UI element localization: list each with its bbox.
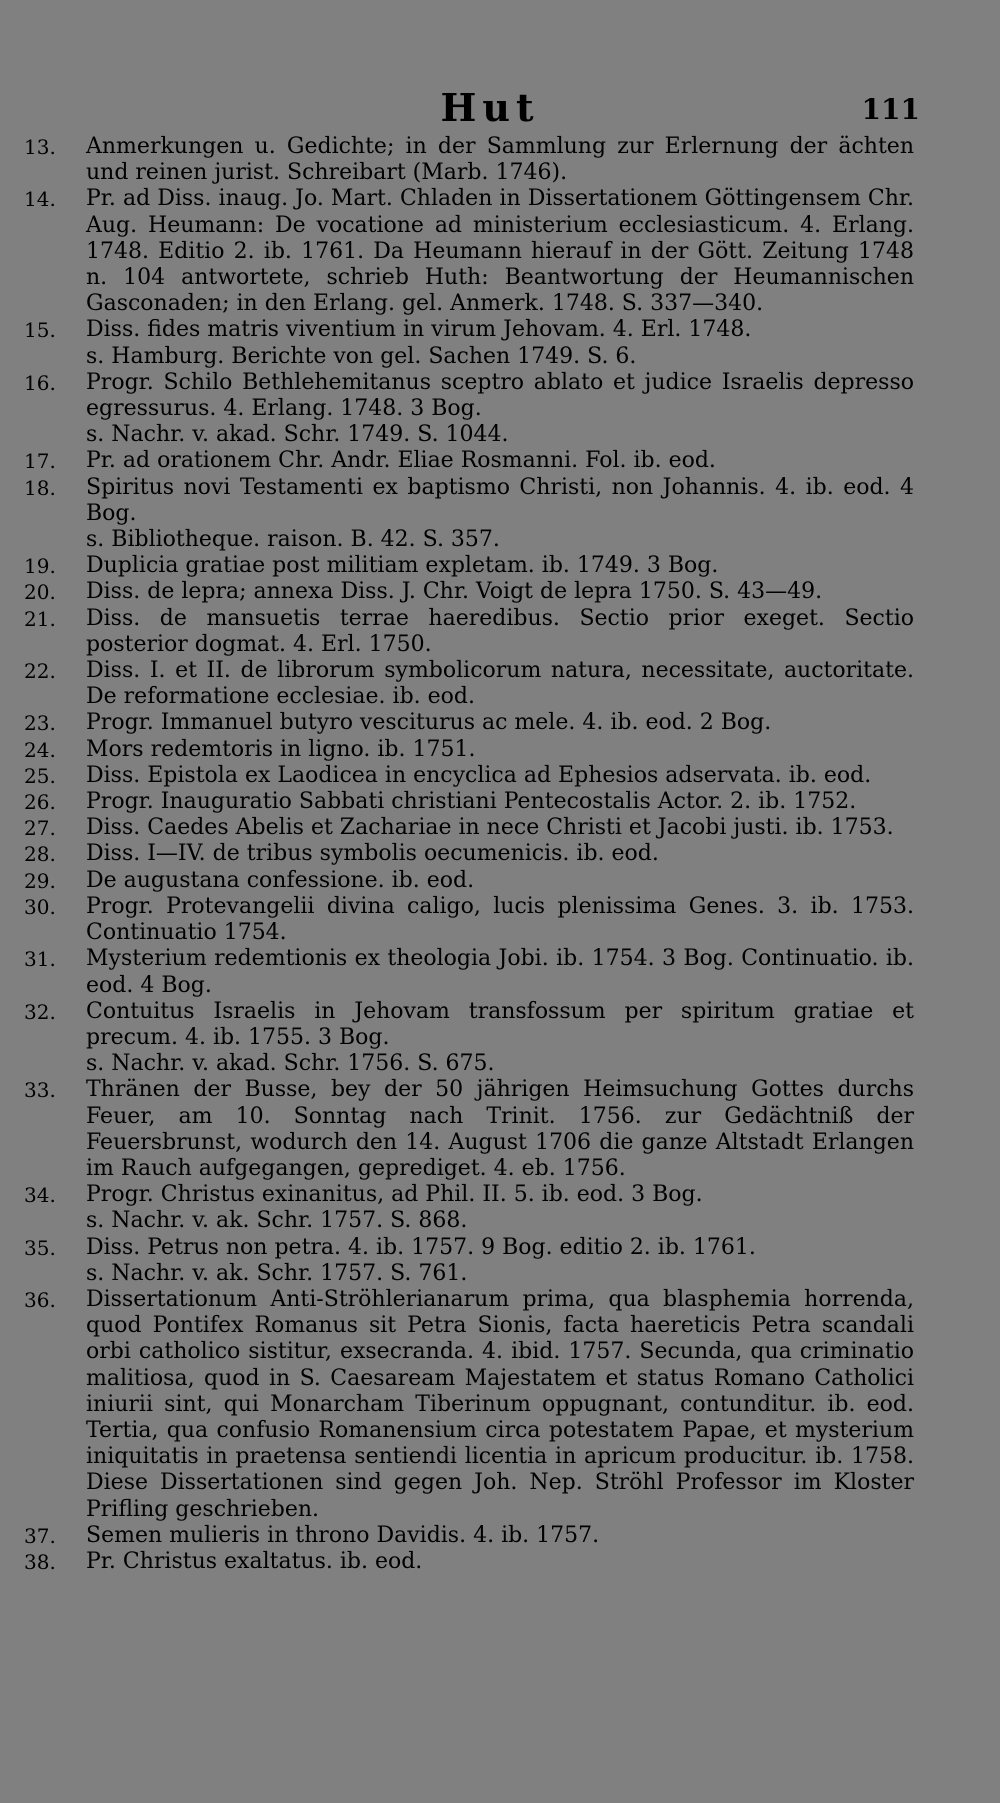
entry-number: 22. bbox=[24, 659, 56, 684]
entry-number: 31. bbox=[24, 947, 56, 972]
list-item bbox=[24, 1235, 914, 1287]
entry-number: 34. bbox=[24, 1183, 56, 1208]
entry-number: 29. bbox=[24, 868, 56, 893]
entry-number: 25. bbox=[24, 763, 56, 788]
entry-number: 21. bbox=[24, 606, 56, 631]
entry-text: Mors redemtoris in ligno. ib. 1751. bbox=[86, 736, 476, 762]
list-item bbox=[24, 186, 914, 317]
entry-text: Progr. Christus exinanitus, ad Phil. II. 5. ib. eod. 3 Bog. s. Nachr. v. ak. Schr. 1757. S. 868. bbox=[86, 1182, 703, 1234]
entry-number: 27. bbox=[24, 816, 56, 841]
list-item bbox=[24, 606, 914, 658]
entry-number: 35. bbox=[24, 1235, 56, 1260]
entry-text: Diss. de mansuetis terrae haeredibus. Sectio prior exeget. Sectio posterior dogmat. 4. Erl. 1750. bbox=[86, 605, 914, 657]
list-item bbox=[24, 1077, 914, 1182]
entry-text: Pr. Christus exaltatus. ib. eod. bbox=[86, 1548, 423, 1574]
list-item bbox=[24, 1549, 914, 1575]
list-item bbox=[24, 1287, 914, 1523]
entry-number: 38. bbox=[24, 1549, 56, 1574]
entry-number: 18. bbox=[24, 475, 56, 500]
entry-number: 26. bbox=[24, 790, 56, 815]
list-item bbox=[24, 763, 914, 789]
entry-text: Contuitus Israelis in Jehovam transfossum per spiritum gratiae et precum. 4. ib. 1755. 3 Bog. s. Nachr. v. akad. Schr. 1756. S. 675. bbox=[86, 998, 914, 1077]
entry-number: 33. bbox=[24, 1078, 56, 1103]
list-item bbox=[24, 894, 914, 946]
list-item bbox=[24, 370, 914, 449]
list-item bbox=[24, 317, 914, 369]
entry-number: 24. bbox=[24, 737, 56, 762]
entry-number: 36. bbox=[24, 1287, 56, 1312]
entry-text: Pr. ad orationem Chr. Andr. Eliae Rosmanni. Fol. ib. eod. bbox=[86, 448, 716, 474]
entry-text: Progr. Protevangelii divina caligo, lucis plenissima Genes. 3. ib. 1753. Continuatio 1754. bbox=[86, 893, 914, 946]
list-item bbox=[24, 841, 914, 867]
entry-text: De augustana confessione. ib. eod. bbox=[86, 867, 475, 893]
entry-number: 20. bbox=[24, 580, 56, 605]
list-item bbox=[24, 710, 914, 736]
entry-text: Diss. fides matris viventium in virum Jehovam. 4. Erl. 1748. s. Hamburg. Berichte von gel. Sachen 1749. S. 6. bbox=[86, 317, 752, 369]
list-item bbox=[24, 999, 914, 1078]
entry-number: 14. bbox=[24, 187, 56, 212]
entry-text: Diss. I—IV. de tribus symbolis oecumenicis. ib. eod. bbox=[86, 841, 659, 867]
list-item bbox=[24, 1523, 914, 1549]
list-item bbox=[24, 448, 914, 474]
entry-text: Spiritus novi Testamenti ex baptismo Christi, non Johannis. 4. ib. eod. 4 Bog. s. Bibliotheque. raison. B. 42. S. 357. bbox=[86, 474, 914, 553]
entry-text: Anmerkungen u. Gedichte; in der Sammlung zur Erlernung der ächten und reinen jurist. Schreibart (Marb. 1746). bbox=[86, 134, 914, 186]
entry-number: 32. bbox=[24, 999, 56, 1024]
entry-number: 13. bbox=[24, 135, 56, 159]
bibliography-list bbox=[24, 134, 914, 1575]
entry-number: 37. bbox=[24, 1523, 56, 1548]
list-item bbox=[24, 658, 914, 710]
list-item bbox=[24, 553, 914, 579]
list-item bbox=[24, 579, 914, 605]
entry-text: Mysterium redemtionis ex theologia Jobi. ib. 1754. 3 Bog. Continuatio. ib. eod. 4 Bog. bbox=[86, 946, 914, 998]
entry-number: 15. bbox=[24, 318, 56, 343]
entry-text: Progr. Schilo Bethlehemitanus sceptro ablato et judice Israelis depresso egressurus. 4. Erlang. 1748. 3 Bog. s. Nachr. v. akad. Schr. 1749. S. 1044. bbox=[86, 369, 914, 448]
running-title: Hut bbox=[440, 85, 540, 130]
list-item bbox=[24, 815, 914, 841]
entry-text: Diss. de lepra; annexa Diss. J. Chr. Voigt de lepra 1750. S. 43—49. bbox=[86, 579, 823, 605]
list-item bbox=[24, 737, 914, 763]
entry-text: Dissertationum Anti-Ströhlerianarum prima, qua blasphemia horrenda, quod Pontifex Romanus sit Petra Sionis, facta haereticis Petra scandali orbi catholico sistitur, exsecranda. 4. ibid. 1757. Secunda, qua criminatio malitiosa, quod in S. Caesaream Majestatem et status Romano Catholici iniurii sint, qui Monarcham Tiberinum oppugnant, contunditur. ib. eod. Tertia, qua confusio Romanensium circa potestatem Papae, et mysterium iniquitatis in praetensa sentiendi licentia in apricum producitur. ib. 1758. Diese Dissertationen sind gegen Joh. Nep. Ströhl Professor im Kloster Prifling geschrieben. bbox=[86, 1286, 914, 1522]
entry-number: 16. bbox=[24, 370, 56, 395]
entry-number: 30. bbox=[24, 894, 56, 919]
entry-number: 28. bbox=[24, 842, 56, 867]
page-header bbox=[60, 86, 920, 130]
entry-text: Pr. ad Diss. inaug. Jo. Mart. Chladen in Dissertationem Göttingensem Chr. Aug. Heumann: De vocatione ad ministerium ecclesiasticum. 4. Erlang. 1748. Editio 2. ib. 1761. Da Heumann hierauf in der Gött. Zeitung 1748 n. 104 antwortete, schrieb Huth: Beantwortung der Heumannischen Gasconaden; in den Erlang. gel. Anmerk. 1748. S. 337—340. bbox=[86, 186, 914, 317]
entry-number: 17. bbox=[24, 449, 56, 474]
entry-text: Progr. Inauguratio Sabbati christiani Pentecostalis Actor. 2. ib. 1752. bbox=[86, 789, 857, 815]
list-item bbox=[24, 868, 914, 894]
entry-text: Progr. Immanuel butyro vesciturus ac mele. 4. ib. eod. 2 Bog. bbox=[86, 710, 772, 736]
entry-number: 19. bbox=[24, 554, 56, 579]
list-item bbox=[24, 134, 914, 186]
page-number: 111 bbox=[861, 93, 920, 126]
list-item bbox=[24, 946, 914, 998]
list-item bbox=[24, 789, 914, 815]
entry-number: 23. bbox=[24, 711, 56, 736]
entry-text: Duplicia gratiae post militiam expletam. ib. 1749. 3 Bog. bbox=[86, 553, 719, 579]
entry-text: Diss. Petrus non petra. 4. ib. 1757. 9 Bog. editio 2. ib. 1761. s. Nachr. v. ak. Schr. 1757. S. 761. bbox=[86, 1234, 756, 1286]
entry-text: Diss. Caedes Abelis et Zachariae in nece Christi et Jacobi justi. ib. 1753. bbox=[86, 815, 894, 841]
list-item bbox=[24, 475, 914, 554]
entry-text: Thränen der Busse, bey der 50 jährigen Heimsuchung Gottes durchs Feuer, am 10. Sonntag nach Trinit. 1756. zur Gedächtniß der Feuersbrunst, wodurch den 14. August 1706 die ganze Altstadt Erlangen im Rauch aufgegangen, geprediget. 4. eb. 1756. bbox=[86, 1077, 914, 1181]
entry-text: Diss. Epistola ex Laodicea in encyclica ad Ephesios adservata. ib. eod. bbox=[86, 762, 872, 788]
entry-text: Semen mulieris in throno Davidis. 4. ib. 1757. bbox=[86, 1522, 600, 1548]
list-item bbox=[24, 1182, 914, 1234]
entry-text: Diss. I. et II. de librorum symbolicorum natura, necessitate, auctoritate. De reformatione ecclesiae. ib. eod. bbox=[86, 658, 914, 710]
